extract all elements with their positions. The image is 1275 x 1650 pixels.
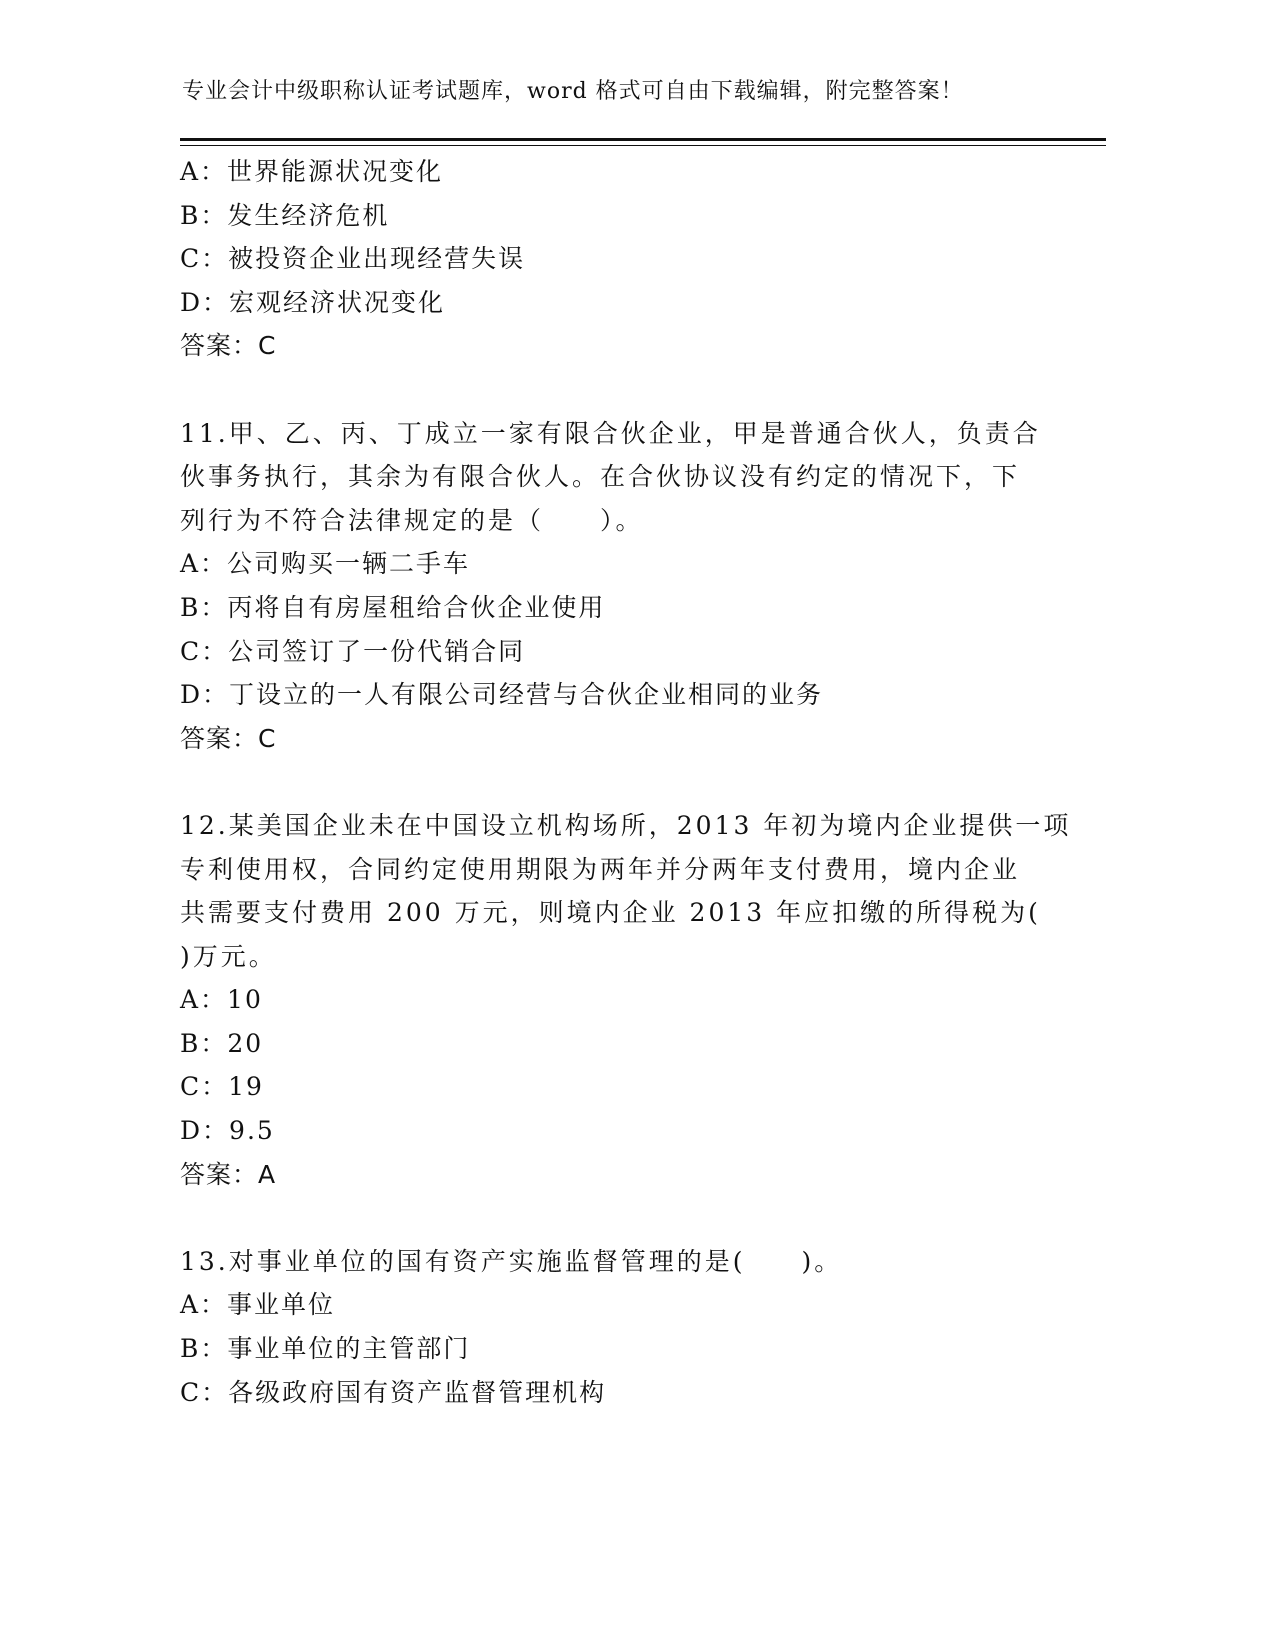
page-header-text: 专业会计中级职称认证考试题库，word 格式可自由下载编辑，附完整答案！ [182,79,964,104]
option-a: A：10 [180,985,263,1015]
question-12-options [180,978,1040,1152]
option-a: A：世界能源状况变化 [180,157,444,186]
question-11-stem [180,412,1040,543]
question-11-answer: 答案：C [180,723,277,753]
question-11-options [180,542,1040,716]
header-rule-thin [180,145,1106,146]
question-13-options [180,1283,1040,1414]
option-c: C：被投资企业出现经营失误 [180,244,526,274]
question-stem-line: 12.某美国企业未在中国设立机构场所，2013 年初为境内企业提供一项 [180,810,1072,840]
option-d: D：丁设立的一人有限公司经营与合伙企业相同的业务 [180,680,824,710]
question-stem-line: 专利使用权，合同约定使用期限为两年并分两年支付费用，境内企业 [180,854,1021,884]
option-b: B：20 [180,1028,264,1058]
question-stem-line: 伙事务执行，其余为有限合伙人。在合伙协议没有约定的情况下，下 [180,462,1021,492]
header-rule-thick [180,138,1106,141]
question-stem-line: 13.对事业单位的国有资产实施监督管理的是( )。 [180,1246,843,1276]
option-b: B：丙将自有房屋租给合伙企业使用 [180,592,606,622]
spacer [180,368,1040,412]
spacer [180,1196,1040,1240]
question-12-answer: 答案：A [180,1159,277,1189]
question-stem-line: 列行为不符合法律规定的是（ ）。 [180,505,644,535]
option-b: B：发生经济危机 [180,200,390,230]
option-d: D：9.5 [180,1116,275,1146]
option-c: C：公司签订了一份代销合同 [180,636,526,666]
question-13-stem [180,1240,1040,1284]
question-10-answer: 答案：C [180,331,277,361]
option-a: A：公司购买一辆二手车 [180,549,471,579]
option-d: D：宏观经济状况变化 [180,287,446,317]
question-stem-line: 共需要支付费用 200 万元，则境内企业 2013 年应扣缴的所得税为( [180,898,1041,928]
question-12-stem [180,804,1072,978]
question-stem-line: 11.甲、乙、丙、丁成立一家有限合伙企业，甲是普通合伙人，负责合 [180,418,1041,448]
question-10-options [180,150,1040,324]
option-c: C：各级政府国有资产监督管理机构 [180,1377,607,1407]
option-c: C：19 [180,1072,264,1102]
option-a: A：事业单位 [180,1290,336,1320]
option-b: B：事业单位的主管部门 [180,1334,471,1364]
spacer [180,760,1040,804]
question-stem-line: )万元。 [180,941,277,971]
question-content [180,150,1072,1414]
